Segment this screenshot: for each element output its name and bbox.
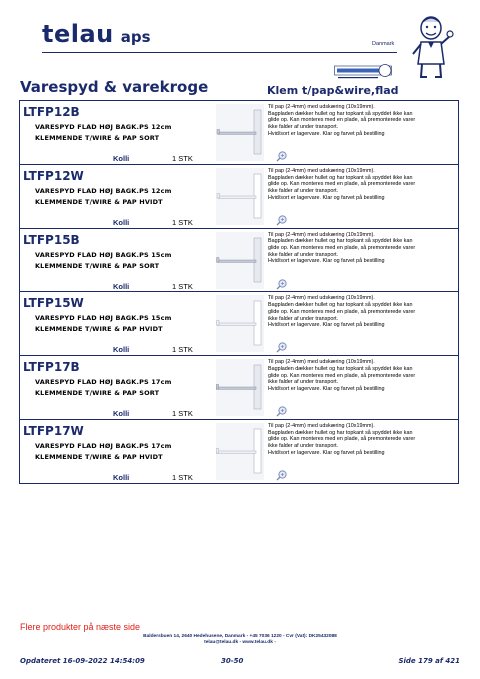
magnifier-zoom-icon[interactable] bbox=[276, 470, 287, 481]
more-products-notice: Flere produkter på næste side bbox=[20, 622, 141, 632]
product-name-line-2: KLEMMENDE T/WIRE & PAP SORT bbox=[35, 261, 160, 270]
product-code[interactable]: LTFP12W bbox=[23, 168, 84, 183]
description-line: Til pap (2-4mm) med udskæring (10x19mm). bbox=[268, 167, 375, 174]
product-description bbox=[268, 359, 456, 393]
product-name-line-2: KLEMMENDE T/WIRE & PAP SORT bbox=[35, 134, 160, 142]
product-row bbox=[19, 100, 459, 164]
category-subtitle: Klem t/pap&wire,flad bbox=[267, 84, 399, 97]
description-line: glide op. Kan monteres med en plade, så premonterede varer bbox=[268, 308, 416, 315]
kolli-label: Kolli bbox=[113, 217, 130, 227]
description-line: Bagpladen dækker hullet og har topkant så spyddet ikke kan bbox=[268, 110, 413, 117]
description-line: ikke falder af under transport. bbox=[268, 443, 339, 450]
brand-name: telau bbox=[42, 20, 114, 48]
description-line: Hvid/sort er lagervare. Klar og farvet på bestilling bbox=[268, 386, 385, 392]
product-image bbox=[216, 232, 264, 289]
product-range: 30-50 bbox=[221, 657, 244, 665]
kolli-label: Kolli bbox=[113, 281, 130, 291]
magnifier-zoom-icon[interactable] bbox=[276, 215, 287, 226]
certification-logo-icon bbox=[334, 63, 392, 81]
product-image bbox=[216, 359, 264, 416]
product-name-line-2: KLEMMENDE T/WIRE & PAP HVIDT bbox=[35, 197, 163, 206]
header-divider bbox=[42, 52, 397, 53]
product-description bbox=[268, 423, 456, 457]
description-line: Bagpladen dækker hullet og har topkant så spyddet ikke kan bbox=[268, 365, 413, 372]
description-line: Til pap (2-4mm) med udskæring (10x19mm). bbox=[268, 104, 375, 110]
magnifier-zoom-icon[interactable] bbox=[276, 279, 287, 290]
kolli-quantity: 1 STK bbox=[172, 281, 193, 291]
description-line: ikke falder af under transport. bbox=[268, 187, 339, 194]
product-code[interactable]: LTFP15W bbox=[23, 296, 84, 311]
description-line: Hvid/sort er lagervare. Klar og farvet på bestilling bbox=[268, 322, 385, 329]
product-description bbox=[268, 168, 456, 202]
description-line: Til pap (2-4mm) med udskæring (10x19mm). bbox=[268, 231, 375, 238]
kolli-label: Kolli bbox=[113, 154, 130, 163]
company-logo bbox=[42, 20, 151, 46]
description-line: Hvid/sort er lagervare. Klar og farvet på bestilling bbox=[268, 449, 385, 456]
product-name-line-2: KLEMMENDE T/WIRE & PAP SORT bbox=[35, 389, 160, 398]
description-line: ikke falder af under transport. bbox=[268, 379, 339, 386]
company-address bbox=[20, 634, 460, 646]
description-line: ikke falder af under transport. bbox=[268, 251, 339, 258]
kolli-quantity: 1 STK bbox=[172, 154, 193, 163]
product-row bbox=[19, 228, 459, 292]
product-name-line-1: VARESPYD FLAD HØJ BAGK.PS 12cm bbox=[35, 186, 172, 195]
product-image bbox=[216, 168, 264, 225]
product-name-line-1: VARESPYD FLAD HØJ BAGK.PS 12cm bbox=[35, 123, 172, 131]
product-description bbox=[268, 232, 456, 266]
product-image bbox=[216, 295, 264, 352]
product-image bbox=[216, 423, 264, 480]
description-line: glide op. Kan monteres med en plade, så premonterede varer bbox=[268, 245, 416, 251]
brand-suffix: aps bbox=[120, 28, 151, 46]
description-line: Bagpladen dækker hullet og har topkant så spyddet ikke kan bbox=[268, 302, 413, 309]
description-line: glide op. Kan monteres med en plade, så premonterede varer bbox=[268, 436, 416, 443]
kolli-quantity: 1 STK bbox=[172, 217, 193, 227]
product-code[interactable]: LTFP15B bbox=[23, 232, 80, 247]
product-name-line-1: VARESPYD FLAD HØJ BAGK.PS 15cm bbox=[35, 314, 172, 323]
description-line: ikke falder af under transport. bbox=[268, 315, 339, 322]
description-line: Hvid/sort er lagervare. Klar og farvet på bestilling bbox=[268, 194, 385, 201]
product-description bbox=[268, 295, 456, 329]
product-row bbox=[19, 291, 459, 355]
product-row bbox=[19, 164, 459, 228]
kolli-quantity: 1 STK bbox=[172, 409, 193, 419]
description-line: Bagpladen dækker hullet og har topkant så spyddet ikke kan bbox=[268, 429, 413, 436]
magnifier-zoom-icon[interactable] bbox=[276, 406, 287, 417]
description-line: glide op. Kan monteres med en plade, så premonterede varer bbox=[268, 181, 416, 188]
product-name-line-2: KLEMMENDE T/WIRE & PAP HVIDT bbox=[35, 452, 163, 461]
product-code[interactable]: LTFP12B bbox=[23, 105, 80, 119]
product-row bbox=[19, 419, 459, 484]
category-title: Varespyd & varekroge bbox=[20, 78, 209, 96]
description-line: Hvid/sort er lagervare. Klar og farvet på bestilling bbox=[268, 258, 385, 265]
page-footer bbox=[20, 657, 460, 667]
description-line: glide op. Kan monteres med en plade, så premonterede varer bbox=[268, 117, 416, 124]
product-code[interactable]: LTFP17B bbox=[23, 360, 80, 375]
kolli-label: Kolli bbox=[113, 472, 130, 482]
product-image bbox=[216, 104, 264, 161]
kolli-label: Kolli bbox=[113, 409, 130, 419]
product-list bbox=[19, 100, 459, 484]
kolli-label: Kolli bbox=[113, 345, 130, 355]
magnifier-zoom-icon[interactable] bbox=[276, 151, 287, 162]
page-number: Side 179 af 421 bbox=[398, 657, 460, 665]
description-line: Bagpladen dækker hullet og har topkant så spyddet ikke kan bbox=[268, 174, 413, 181]
product-row bbox=[19, 355, 459, 419]
description-line: Til pap (2-4mm) med udskæring (10x19mm). bbox=[268, 295, 375, 302]
contact-line: telau@telau.dk - www.telau.dk - bbox=[204, 640, 276, 645]
description-line: glide op. Kan monteres med en plade, så premonterede varer bbox=[268, 372, 416, 379]
description-line: Til pap (2-4mm) med udskæring (10x19mm). bbox=[268, 422, 375, 429]
updated-timestamp: Opdateret 16-09-2022 14:54:09 bbox=[20, 657, 145, 665]
magnifier-zoom-icon[interactable] bbox=[276, 342, 287, 353]
description-line: Til pap (2-4mm) med udskæring (10x19mm). bbox=[268, 359, 375, 366]
product-name-line-1: VARESPYD FLAD HØJ BAGK.PS 17cm bbox=[35, 378, 172, 387]
description-line: ikke falder af under transport. bbox=[268, 124, 339, 131]
product-name-line-1: VARESPYD FLAD HØJ BAGK.PS 15cm bbox=[35, 250, 172, 259]
product-name-line-2: KLEMMENDE T/WIRE & PAP HVIDT bbox=[35, 325, 163, 334]
product-description bbox=[268, 104, 456, 138]
description-line: Bagpladen dækker hullet og har topkant så spyddet ikke kan bbox=[268, 238, 413, 245]
product-name-line-1: VARESPYD FLAD HØJ BAGK.PS 17cm bbox=[35, 441, 172, 450]
kolli-quantity: 1 STK bbox=[172, 345, 193, 355]
country-label: Danmark bbox=[372, 41, 395, 47]
description-line: Hvid/sort er lagervare. Klar og farvet på bestilling bbox=[268, 130, 385, 137]
kolli-quantity: 1 STK bbox=[172, 472, 193, 482]
address-line: Baldersbuen 14, 2640 Hedehusene, Danmark - +45 7036 1220 - Cvr (Vat): DK25432088 bbox=[143, 634, 337, 639]
waiter-mascot-icon bbox=[408, 14, 454, 82]
product-code[interactable]: LTFP17W bbox=[23, 423, 84, 438]
